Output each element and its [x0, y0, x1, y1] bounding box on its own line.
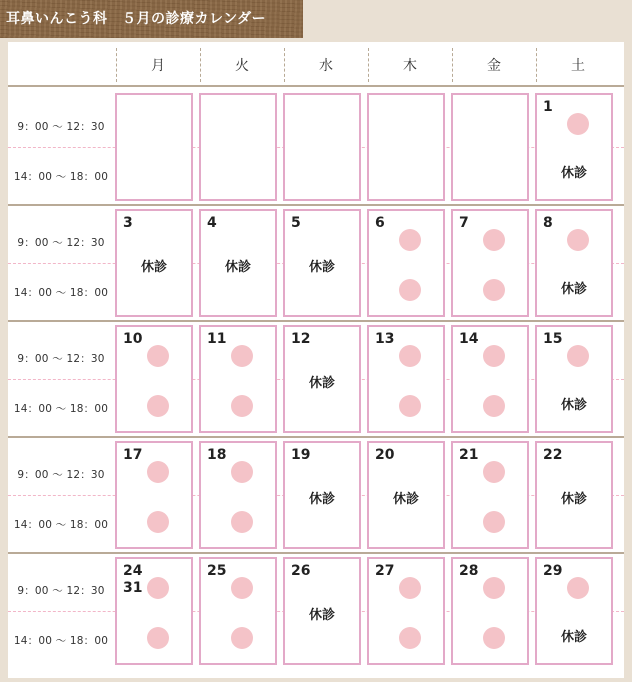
- open-morning-dot: [399, 229, 421, 251]
- day-cell-wed: [283, 441, 361, 549]
- open-morning-dot: [231, 345, 253, 367]
- open-morning-dot: [567, 345, 589, 367]
- closed-afternoon-label: 休診: [560, 166, 587, 181]
- week-row: [8, 553, 624, 669]
- day-cell-thu: [367, 93, 445, 201]
- day-cell-sat: [535, 93, 613, 201]
- morning-time-label: 9：00 ～ 12：30: [17, 121, 105, 133]
- day-cell-mon: [115, 325, 193, 433]
- week-row: [8, 205, 624, 321]
- closed-label: 休診: [308, 492, 335, 507]
- open-afternoon-dot: [231, 627, 253, 649]
- day-number: 22: [543, 447, 563, 463]
- weekday-header-mon: 月: [151, 57, 165, 74]
- page-title: 耳鼻いんこう科 ５月の診療カレンダー: [0, 0, 303, 38]
- open-morning-dot: [567, 577, 589, 599]
- open-morning-dot: [231, 577, 253, 599]
- day-cell-fri: [451, 441, 529, 549]
- open-afternoon-dot: [399, 279, 421, 301]
- day-cell-mon: [115, 209, 193, 317]
- weekday-header-wed: 水: [319, 57, 333, 74]
- day-number: 12: [291, 331, 311, 347]
- day-number: 6: [375, 215, 385, 231]
- day-cell-sat: [535, 557, 613, 665]
- day-number: 24: [123, 563, 143, 579]
- day-cell-mon: [115, 557, 193, 665]
- closed-label: 休診: [308, 260, 335, 275]
- week-row: [8, 321, 624, 437]
- open-morning-dot: [399, 577, 421, 599]
- day-cell-thu: [367, 441, 445, 549]
- closed-afternoon-label: 休診: [560, 398, 587, 413]
- weekday-header-row: [8, 42, 624, 87]
- day-cell-sat: [535, 441, 613, 549]
- open-morning-dot: [567, 229, 589, 251]
- day-number: 4: [207, 215, 217, 231]
- closed-afternoon-label: 休診: [560, 630, 587, 645]
- morning-time-label: 9：00 ～ 12：30: [17, 353, 105, 365]
- day-number: 11: [207, 331, 227, 347]
- day-number: 29: [543, 563, 563, 579]
- closed-label: 休診: [392, 492, 419, 507]
- open-afternoon-dot: [399, 627, 421, 649]
- afternoon-time-label: 14：00 ～ 18：00: [13, 635, 109, 647]
- open-afternoon-dot: [147, 395, 169, 417]
- open-morning-dot: [147, 345, 169, 367]
- day-cell-wed: [283, 209, 361, 317]
- day-cell-thu: [367, 209, 445, 317]
- closed-label: 休診: [140, 260, 167, 275]
- day-number: 27: [375, 563, 395, 579]
- open-afternoon-dot: [483, 511, 505, 533]
- open-afternoon-dot: [483, 279, 505, 301]
- open-morning-dot: [147, 461, 169, 483]
- closed-label: 休診: [560, 492, 587, 507]
- weekday-header-sat: 土: [571, 57, 585, 74]
- open-morning-dot: [483, 229, 505, 251]
- day-number-secondary: 31: [123, 580, 143, 596]
- day-number: 17: [123, 447, 143, 463]
- open-morning-dot: [231, 461, 253, 483]
- day-number: 10: [123, 331, 143, 347]
- day-cell-tue: [199, 209, 277, 317]
- morning-time-label: 9：00 ～ 12：30: [17, 585, 105, 597]
- morning-time-label: 9：00 ～ 12：30: [17, 469, 105, 481]
- day-cell-fri: [451, 325, 529, 433]
- header-separator: [200, 48, 201, 82]
- open-afternoon-dot: [483, 627, 505, 649]
- open-morning-dot: [399, 345, 421, 367]
- day-cell-thu: [367, 557, 445, 665]
- day-cell-fri: [451, 93, 529, 201]
- day-number: 3: [123, 215, 133, 231]
- weekday-header-fri: 金: [487, 57, 501, 74]
- open-afternoon-dot: [399, 395, 421, 417]
- day-cell-thu: [367, 325, 445, 433]
- day-cell-tue: [199, 325, 277, 433]
- open-afternoon-dot: [231, 395, 253, 417]
- day-cell-wed: [283, 557, 361, 665]
- open-morning-dot: [483, 461, 505, 483]
- day-number: 5: [291, 215, 301, 231]
- day-number: 26: [291, 563, 311, 579]
- closed-label: 休診: [308, 608, 335, 623]
- open-afternoon-dot: [147, 511, 169, 533]
- open-afternoon-dot: [147, 627, 169, 649]
- week-row: [8, 89, 624, 205]
- afternoon-time-label: 14：00 ～ 18：00: [13, 287, 109, 299]
- open-afternoon-dot: [231, 511, 253, 533]
- day-cell-sat: [535, 209, 613, 317]
- closed-afternoon-label: 休診: [560, 282, 587, 297]
- open-afternoon-dot: [483, 395, 505, 417]
- weekday-header-tue: 火: [235, 57, 249, 74]
- day-cell-mon: [115, 441, 193, 549]
- day-number: 14: [459, 331, 479, 347]
- afternoon-time-label: 14：00 ～ 18：00: [13, 519, 109, 531]
- day-cell-sat: [535, 325, 613, 433]
- day-number: 21: [459, 447, 479, 463]
- day-number: 15: [543, 331, 563, 347]
- calendar-table: [8, 42, 624, 678]
- day-cell-tue: [199, 441, 277, 549]
- day-number: 19: [291, 447, 311, 463]
- header-separator: [452, 48, 453, 82]
- header-separator: [536, 48, 537, 82]
- day-number: 20: [375, 447, 395, 463]
- day-number: 25: [207, 563, 227, 579]
- day-cell-tue: [199, 93, 277, 201]
- day-cell-wed: [283, 93, 361, 201]
- day-number: 13: [375, 331, 395, 347]
- day-cell-tue: [199, 557, 277, 665]
- day-number: 7: [459, 215, 469, 231]
- day-number: 28: [459, 563, 479, 579]
- closed-label: 休診: [308, 376, 335, 391]
- day-number: 8: [543, 215, 553, 231]
- day-cell-fri: [451, 209, 529, 317]
- weekday-header-thu: 木: [403, 57, 417, 74]
- day-number: 18: [207, 447, 227, 463]
- morning-time-label: 9：00 ～ 12：30: [17, 237, 105, 249]
- open-morning-dot: [483, 345, 505, 367]
- open-morning-dot: [147, 577, 169, 599]
- afternoon-time-label: 14：00 ～ 18：00: [13, 171, 109, 183]
- week-row: [8, 437, 624, 553]
- afternoon-time-label: 14：00 ～ 18：00: [13, 403, 109, 415]
- open-morning-dot: [483, 577, 505, 599]
- header-separator: [284, 48, 285, 82]
- open-morning-dot: [567, 113, 589, 135]
- day-cell-fri: [451, 557, 529, 665]
- header-separator: [116, 48, 117, 82]
- day-cell-wed: [283, 325, 361, 433]
- day-cell-mon: [115, 93, 193, 201]
- header-separator: [368, 48, 369, 82]
- day-number: 1: [543, 99, 553, 115]
- closed-label: 休診: [224, 260, 251, 275]
